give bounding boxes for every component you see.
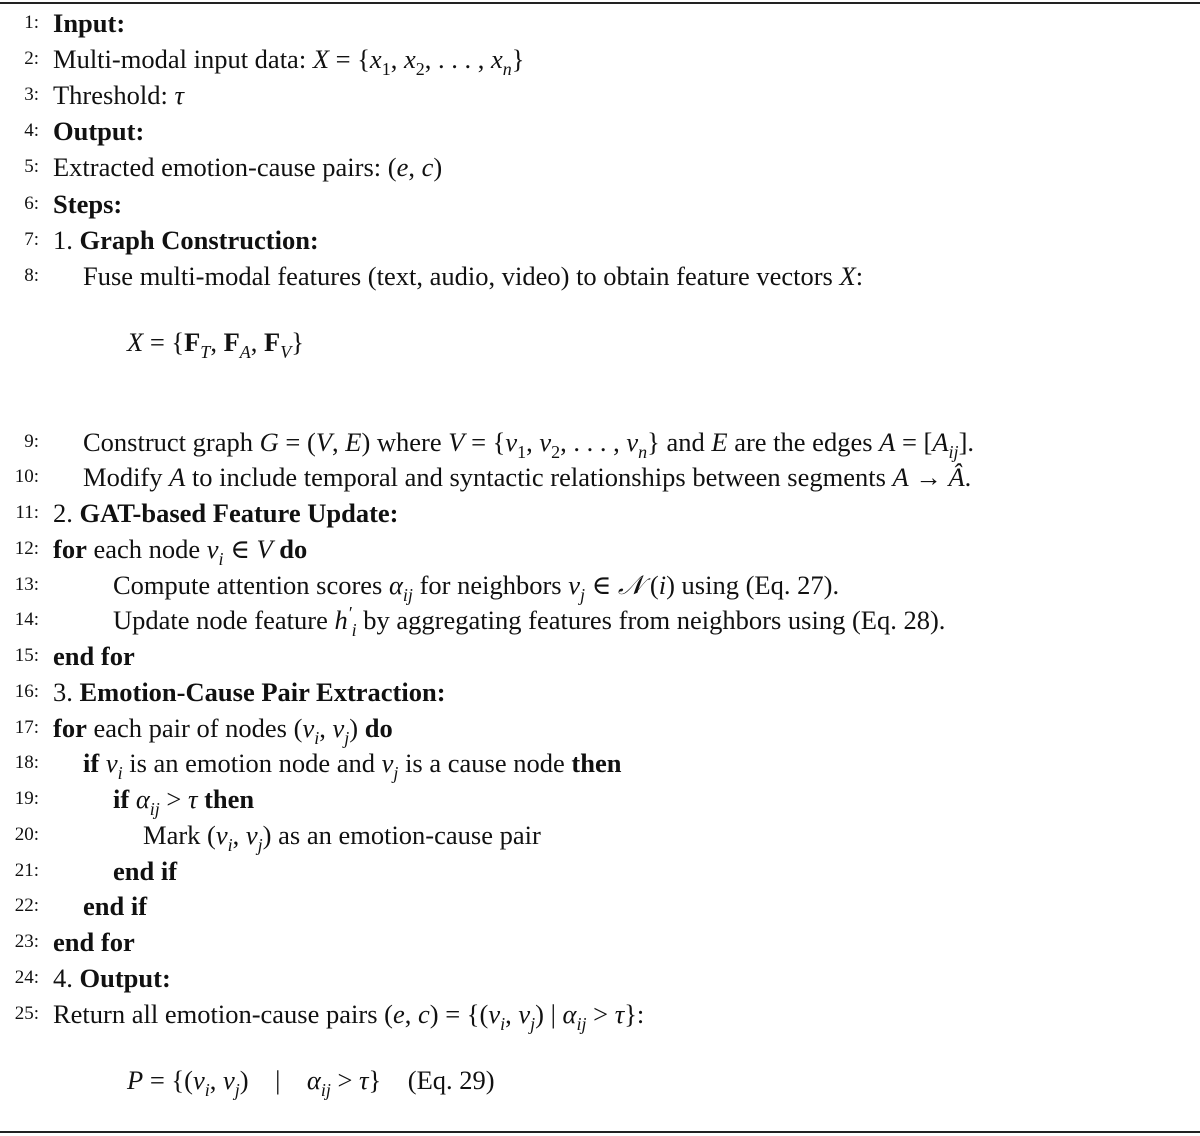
keyword: end for bbox=[53, 927, 135, 958]
math-symbol: x bbox=[403, 44, 416, 75]
line-text bbox=[53, 495, 398, 531]
text-run: : bbox=[855, 260, 864, 291]
math-symbol: X bbox=[312, 44, 329, 75]
line-number: 3: bbox=[24, 84, 39, 106]
keyword: end for bbox=[53, 641, 135, 672]
line-text bbox=[127, 324, 304, 363]
text-run: = { bbox=[464, 426, 506, 457]
math-symbol: i bbox=[658, 569, 667, 600]
text-run: , bbox=[210, 326, 224, 357]
keyword: end if bbox=[113, 855, 178, 886]
line-number: 10: bbox=[14, 466, 39, 488]
line-text bbox=[83, 745, 621, 784]
math-symbol: v bbox=[206, 533, 219, 564]
text-run: are the edges bbox=[727, 426, 880, 457]
keyword: Emotion-Cause Pair Extraction: bbox=[79, 676, 446, 707]
math-symbol: τ bbox=[174, 80, 184, 111]
math-symbol: i bbox=[500, 1013, 506, 1034]
keyword: Graph Construction: bbox=[79, 224, 319, 255]
text-run: = [ bbox=[895, 426, 933, 457]
math-symbol: τ bbox=[359, 1064, 369, 1095]
math-symbol: i bbox=[227, 834, 233, 855]
math-symbol: v bbox=[192, 1064, 205, 1095]
math-symbol: j bbox=[257, 834, 263, 855]
keyword: F bbox=[184, 326, 201, 357]
math-symbol: v bbox=[105, 748, 118, 779]
math-symbol: 2 bbox=[415, 59, 425, 80]
line-text bbox=[53, 638, 135, 674]
math-symbol: n bbox=[502, 59, 512, 80]
line-text bbox=[53, 149, 442, 185]
math-symbol: V bbox=[256, 533, 273, 564]
math-symbol: ij bbox=[948, 441, 959, 462]
math-symbol: V bbox=[315, 426, 332, 457]
text-run: Mark ( bbox=[143, 819, 216, 850]
line-number: 12: bbox=[14, 537, 39, 559]
text-run: , bbox=[232, 819, 246, 850]
keyword: Input: bbox=[53, 8, 126, 38]
math-symbol: ′ bbox=[347, 603, 352, 624]
math-symbol: 1 bbox=[517, 441, 527, 462]
math-symbol: ij bbox=[402, 584, 413, 605]
math-symbol: v bbox=[302, 712, 315, 743]
math-symbol: A bbox=[879, 426, 896, 457]
math-symbol: T bbox=[200, 341, 211, 362]
math-symbol: v bbox=[332, 712, 345, 743]
math-symbol: X bbox=[127, 326, 144, 357]
math-symbol: c bbox=[421, 152, 434, 183]
line-text bbox=[53, 960, 171, 996]
math-symbol: i bbox=[218, 548, 224, 569]
text-run: } (Eq. 29) bbox=[368, 1064, 495, 1095]
text-run: ) as an emotion-cause pair bbox=[262, 819, 541, 850]
math-symbol: G bbox=[259, 426, 279, 457]
text-run: each pair of nodes ( bbox=[86, 712, 303, 743]
line-number: 23: bbox=[14, 931, 39, 953]
math-symbol: h bbox=[334, 605, 348, 636]
line-text bbox=[143, 817, 541, 856]
text-run bbox=[99, 748, 106, 778]
line-number: 9: bbox=[24, 430, 39, 452]
math-symbol: v bbox=[215, 819, 228, 850]
text-run: 3. bbox=[53, 676, 80, 707]
text-run: Multi-modal input data: bbox=[53, 44, 313, 75]
line-number: 19: bbox=[14, 788, 39, 810]
text-run: ) | bbox=[535, 998, 563, 1029]
text-run: Threshold: bbox=[53, 80, 175, 111]
math-symbol: c bbox=[418, 998, 430, 1029]
text-run: ) bbox=[349, 712, 365, 743]
text-run: ) | bbox=[239, 1064, 307, 1095]
text-run: > bbox=[159, 784, 188, 815]
keyword: Output: bbox=[79, 962, 171, 993]
text-run: = { bbox=[143, 326, 185, 357]
keyword: for bbox=[53, 533, 87, 564]
line-number: 4: bbox=[24, 120, 39, 142]
text-run: Construct graph bbox=[83, 426, 260, 457]
math-symbol: X bbox=[839, 260, 856, 291]
text-run: , bbox=[505, 998, 519, 1029]
line-text bbox=[83, 424, 974, 463]
line-text bbox=[83, 258, 863, 294]
text-run: ) where bbox=[361, 426, 449, 457]
line-text bbox=[113, 853, 177, 889]
line-text bbox=[53, 77, 184, 113]
keyword: for bbox=[53, 712, 87, 743]
text-run: ]. bbox=[958, 426, 975, 457]
line-number: 8: bbox=[24, 264, 39, 286]
math-symbol: V bbox=[280, 341, 292, 362]
line-text bbox=[83, 888, 147, 924]
line-text bbox=[53, 674, 446, 710]
text-run: Update node feature bbox=[113, 605, 335, 636]
text-run: ( bbox=[643, 569, 659, 600]
text-run: Fuse multi-modal features (text, audio, video) to obtain feature vectors bbox=[83, 260, 840, 291]
math-symbol: τ bbox=[187, 784, 198, 815]
line-number: 2: bbox=[24, 48, 39, 70]
math-symbol: 2 bbox=[551, 441, 561, 462]
line-number: 7: bbox=[24, 228, 39, 250]
line-text bbox=[83, 459, 971, 495]
math-symbol: τ bbox=[614, 998, 625, 1029]
text-run: , bbox=[209, 1064, 223, 1095]
math-symbol: e bbox=[392, 998, 405, 1029]
math-symbol: v bbox=[539, 426, 552, 457]
math-symbol: j bbox=[393, 763, 399, 784]
math-symbol: Â bbox=[948, 462, 965, 493]
keyword: then bbox=[571, 748, 622, 779]
math-symbol: n bbox=[638, 441, 648, 462]
keyword: end if bbox=[83, 891, 148, 922]
text-run: ) bbox=[433, 152, 443, 183]
keyword: GAT-based Feature Update: bbox=[79, 498, 399, 529]
math-symbol: A bbox=[169, 462, 186, 493]
text-run: , bbox=[526, 426, 540, 457]
line-number: 15: bbox=[14, 645, 39, 667]
line-text bbox=[113, 602, 945, 641]
keyword: do bbox=[279, 533, 308, 564]
text-run: is an emotion node and bbox=[122, 748, 382, 779]
keyword: if bbox=[83, 748, 100, 779]
line-number: 20: bbox=[14, 823, 39, 845]
math-symbol: V bbox=[448, 426, 465, 457]
text-run: Modify bbox=[83, 462, 170, 493]
line-number: 17: bbox=[14, 716, 39, 738]
math-symbol: A bbox=[239, 341, 251, 362]
text-run: > bbox=[586, 998, 615, 1029]
text-run: ) = {( bbox=[429, 998, 489, 1029]
text-run: ∈ bbox=[585, 569, 618, 600]
text-run: Extracted emotion-cause pairs: ( bbox=[53, 152, 397, 183]
text-run: 2. bbox=[53, 498, 80, 529]
math-symbol: i bbox=[204, 1079, 210, 1100]
text-run: by aggregating features from neighbors using (Eq. 28). bbox=[356, 605, 946, 636]
text-run: 4. bbox=[53, 962, 80, 993]
text-run: Compute attention scores bbox=[113, 569, 389, 600]
math-symbol: v bbox=[505, 426, 518, 457]
math-symbol: i bbox=[117, 763, 123, 784]
line-number: 11: bbox=[15, 502, 39, 524]
math-symbol: E bbox=[345, 426, 362, 457]
line-number: 6: bbox=[24, 192, 39, 214]
text-run: Return all emotion-cause pairs ( bbox=[53, 998, 393, 1029]
text-run: } and bbox=[647, 426, 712, 457]
math-symbol: α bbox=[135, 784, 150, 815]
math-symbol: α bbox=[562, 998, 577, 1029]
math-symbol: j bbox=[580, 584, 586, 605]
math-symbol: v bbox=[381, 748, 394, 779]
math-symbol: 1 bbox=[381, 59, 391, 80]
math-symbol: e bbox=[396, 152, 409, 183]
line-text bbox=[53, 710, 393, 749]
math-symbol: ij bbox=[320, 1079, 331, 1100]
top-rule bbox=[0, 2, 1200, 4]
text-run: , bbox=[332, 426, 346, 457]
line-number: 5: bbox=[24, 156, 39, 178]
line-number: 18: bbox=[14, 752, 39, 774]
text-run: ) using (Eq. 27). bbox=[666, 569, 840, 600]
math-symbol: v bbox=[626, 426, 639, 457]
math-symbol: x bbox=[490, 44, 503, 75]
math-symbol: P bbox=[127, 1064, 144, 1095]
line-text bbox=[53, 924, 135, 960]
line-text bbox=[113, 781, 254, 820]
line-number: 21: bbox=[14, 859, 39, 881]
line-text bbox=[53, 41, 524, 80]
text-run: , bbox=[390, 44, 404, 75]
math-symbol: A bbox=[932, 426, 949, 457]
text-run: each node bbox=[86, 533, 207, 564]
text-run: , bbox=[319, 712, 333, 743]
math-symbol: j bbox=[344, 727, 350, 748]
math-symbol: j bbox=[234, 1079, 240, 1100]
line-text bbox=[53, 186, 122, 222]
text-run: ∈ bbox=[223, 533, 257, 564]
text-run: = ( bbox=[278, 426, 316, 457]
math-symbol: α bbox=[306, 1064, 321, 1095]
line-number: 1: bbox=[24, 12, 39, 33]
math-symbol: v bbox=[518, 998, 531, 1029]
math-symbol: α bbox=[389, 569, 403, 600]
line-number: 14: bbox=[14, 609, 39, 631]
text-run: , bbox=[404, 998, 418, 1029]
text-run bbox=[129, 784, 136, 814]
line-number: 24: bbox=[14, 966, 39, 988]
line-text bbox=[127, 1062, 495, 1101]
math-symbol: v bbox=[245, 819, 258, 850]
text-run: , bbox=[250, 326, 264, 357]
text-run: is a cause node bbox=[398, 748, 572, 779]
keyword: Output: bbox=[53, 116, 145, 147]
math-symbol: A bbox=[892, 462, 909, 493]
text-run: , . . . , bbox=[424, 44, 491, 75]
math-symbol: i bbox=[314, 727, 320, 748]
math-symbol: i bbox=[351, 620, 357, 641]
math-symbol: ij bbox=[149, 799, 160, 820]
math-symbol: ij bbox=[576, 1013, 587, 1034]
text-run: = {( bbox=[143, 1064, 193, 1095]
line-number: 25: bbox=[14, 1002, 39, 1024]
keyword: do bbox=[364, 712, 393, 743]
line-number: 22: bbox=[14, 895, 39, 917]
keyword: F bbox=[223, 326, 240, 357]
text-run: } bbox=[511, 44, 525, 75]
line-text bbox=[53, 5, 125, 41]
math-symbol: x bbox=[369, 44, 382, 75]
math-symbol: v bbox=[222, 1064, 235, 1095]
line-text bbox=[53, 113, 144, 149]
text-run: > bbox=[330, 1064, 360, 1095]
text-run: = { bbox=[329, 44, 370, 75]
line-text bbox=[53, 531, 307, 570]
text-run: to include temporal and syntactic relationships between segments bbox=[185, 462, 893, 493]
text-run: 1. bbox=[53, 224, 80, 255]
line-text bbox=[113, 567, 839, 606]
math-symbol: v bbox=[568, 569, 580, 600]
keyword: F bbox=[264, 326, 281, 357]
text-run: }: bbox=[624, 998, 645, 1029]
text-run: . bbox=[964, 462, 972, 493]
math-symbol: j bbox=[530, 1013, 536, 1034]
text-run: → bbox=[908, 462, 949, 493]
text-run: } bbox=[291, 326, 304, 357]
line-number: 13: bbox=[14, 573, 39, 595]
math-symbol: E bbox=[711, 426, 728, 457]
line-text bbox=[53, 222, 319, 258]
text-run: , . . . , bbox=[560, 426, 627, 457]
text-run: , bbox=[408, 152, 422, 183]
bottom-rule bbox=[0, 1131, 1200, 1133]
keyword: then bbox=[204, 784, 255, 815]
text-run: for neighbors bbox=[412, 569, 569, 600]
line-text bbox=[53, 996, 644, 1035]
keyword: Steps: bbox=[53, 188, 123, 219]
line-number: 16: bbox=[14, 680, 39, 702]
keyword: if bbox=[113, 784, 130, 815]
math-symbol: 𝒩 bbox=[617, 569, 644, 600]
math-symbol: v bbox=[488, 998, 501, 1029]
